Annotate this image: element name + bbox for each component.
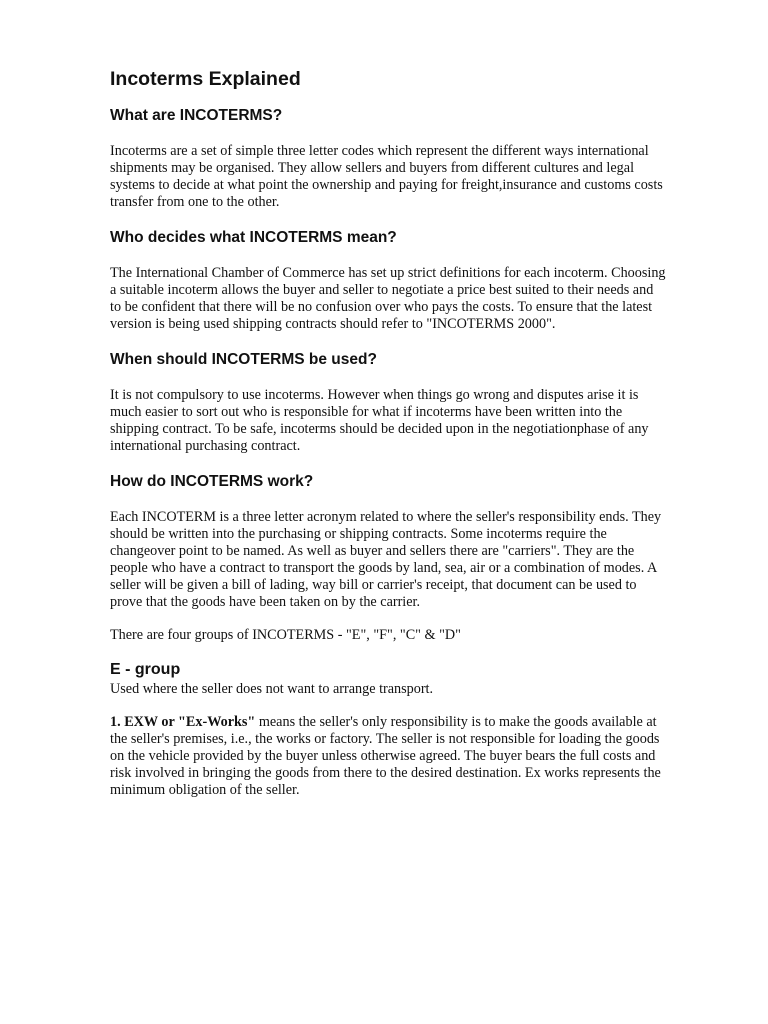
section-body-when: It is not compulsory to use incoterms. However when things go wrong and disputes arise it is much easier to sort out who is responsible for what if incoterms have been written into the shipping contract. To be safe, incoterms should be decided upon in the negotiationphase of any international purchasing contract. <box>110 387 649 454</box>
section-heading-how: How do INCOTERMS work? <box>110 473 314 490</box>
groups-intro: There are four groups of INCOTERMS - "E", "F", "C" & "D" <box>110 627 461 643</box>
document-page <box>110 66 666 814</box>
exw-term-body: means the seller's only responsibility is to make the goods available at the seller's premises, i.e., the works or factory. The seller is not responsible for loading the goods on the vehicle provided by the buyer unless otherwise agreed. The buyer bears the full costs and risk involved in bringing the goods from there to the desired destination. Ex works represents the minimum obligation of the seller. <box>110 714 661 798</box>
exw-term-paragraph <box>110 714 666 799</box>
section-heading-when: When should INCOTERMS be used? <box>110 351 377 368</box>
section-body-who: The International Chamber of Commerce has set up strict definitions for each incoterm. Choosing a suitable incoterm allows the buyer and seller to negotiate a price best suited to their needs and to be confident that there will be no confusion over who pays the costs. To ensure that the latest version is being used shipping contracts should refer to "INCOTERMS 2000". <box>110 265 666 332</box>
e-group-intro: Used where the seller does not want to arrange transport. <box>110 681 434 697</box>
e-group-heading: E - group <box>110 661 181 678</box>
document-title: Incoterms Explained <box>110 68 301 90</box>
section-heading-who: Who decides what INCOTERMS mean? <box>110 229 397 246</box>
section-body-what: Incoterms are a set of simple three letter codes which represent the different ways international shipments may be organised. They allow sellers and buyers from different cultures and legal systems to decide at what point the ownership and paying for freight,insurance and customs costs transfer from one to the other. <box>110 143 663 210</box>
section-body-how: Each INCOTERM is a three letter acronym related to where the seller's responsibility ends. They should be written into the purchasing or shipping contracts. Some incoterms require the changeover point to be named. As well as buyer and sellers there are "carriers". They are the people who have a contract to transport the goods by land, sea, air or a combination of modes. A seller will be given a bill of lading, way bill or carrier's receipt, that document can be used to prove that the goods have been taken on by the carrier. <box>110 509 662 610</box>
section-heading-what: What are INCOTERMS? <box>110 107 283 124</box>
exw-term-label: 1. EXW or "Ex-Works" <box>110 714 256 730</box>
